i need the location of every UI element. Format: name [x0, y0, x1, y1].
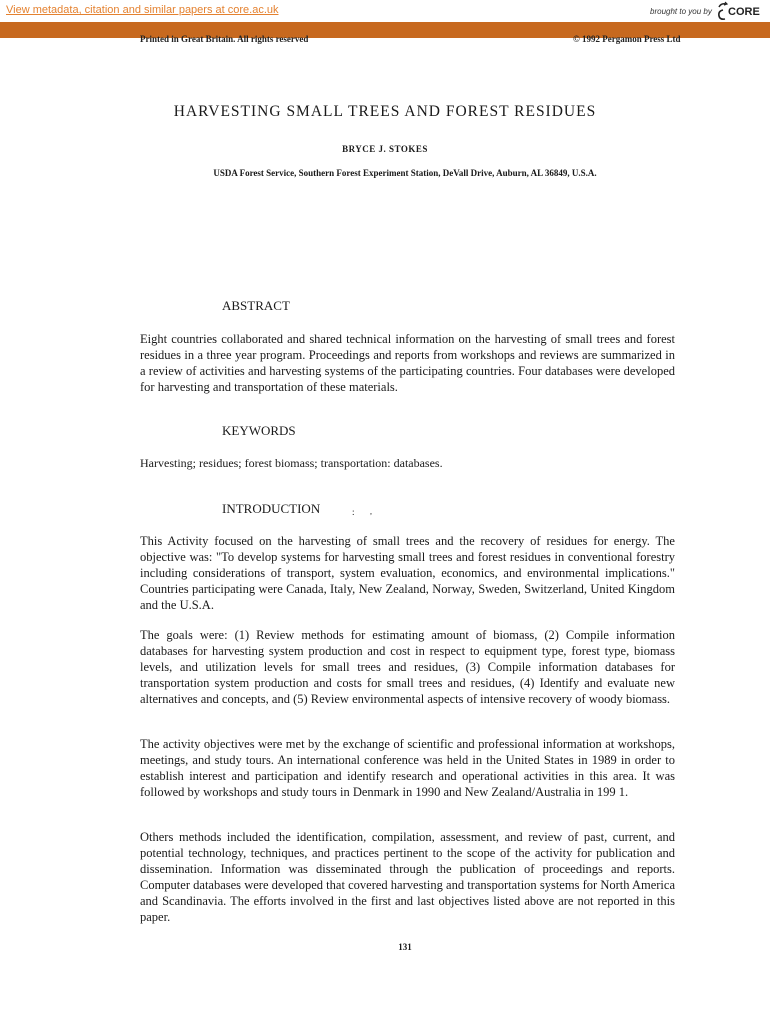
- core-banner: [0, 0, 770, 22]
- abstract-text: Eight countries collaborated and shared technical information on the harvesting of small trees and forest residues in a three year program. Proceedings and reports from workshops and reviews are summarized in a review of activities and harvesting systems of the participating countries. Four databases were developed for harvesting and transportation of these materials.: [140, 332, 675, 394]
- page-number: 131: [398, 942, 412, 952]
- paper-title: HARVESTING SMALL TREES AND FOREST RESIDUES: [173, 103, 597, 120]
- stray-mark: ,: [370, 507, 372, 516]
- core-metadata-link[interactable]: View metadata, citation and similar papers at core.ac.uk: [6, 4, 279, 16]
- intro-paragraph: The activity objectives were met by the exchange of scientific and professional information at workshops, meetings, and study tours. An international conference was held in the United States in 1989 in order to establish interest and participation and identify research and operational activities in this area. It was followed by workshops and study tours in Denmark in 1990 and New Zealand/Australia in 199 1.: [140, 737, 675, 799]
- introduction-heading: INTRODUCTION: [222, 501, 321, 516]
- intro-paragraph: Others methods included the identification, compilation, assessment, and review of past, current, and potential technology, techniques, and practices pertinent to the scope of the activity for publication and dissemination. Information was disseminated through the publication of proceedings and reports. Computer databases were developed that covered harvesting and transportation systems for North America and Scandinavia. The efforts involved in the first and last objectives listed above are not reported in this paper.: [140, 830, 675, 924]
- intro-paragraph: The goals were: (1) Review methods for estimating amount of biomass, (2) Compile information databases for harvesting system production and cost in respect to equipment type, forest type, biomass levels, and utilization levels for small trees and residues, (3) Compile information databases for transportation system production and costs for small trees and residues, (4) Identify and evaluate new alternatives and concepts, and (5) Review environmental aspects of intensive recovery of woody biomass.: [140, 628, 675, 706]
- provided-by-link[interactable]: provided by CiteSeerX: [667, 48, 748, 57]
- abstract-heading: ABSTRACT: [222, 298, 290, 313]
- author-affiliation: USDA Forest Service, Southern Forest Experiment Station, DeVall Drive, Auburn, AL 36849, U.S.A.: [213, 168, 597, 178]
- brought-to-you-text: brought to you by: [650, 7, 712, 16]
- journal-copyright-line: © 1992 Pergamon Press Ltd: [573, 34, 681, 44]
- stray-mark: :: [352, 507, 355, 517]
- paper-author: BRYCE J. STOKES: [342, 144, 428, 154]
- keywords-text: Harvesting; residues; forest biomass; transportation: databases.: [140, 456, 443, 470]
- core-logo-label: CORE: [728, 6, 760, 18]
- core-logo[interactable]: [716, 1, 766, 21]
- intro-paragraph: This Activity focused on the harvesting of small trees and the recovery of residues for energy. The objective was: "To develop systems for harvesting small trees and forest residues in conventional forestry including considerations of transport, system evaluation, economics, and environmental implications." Countries participating were Canada, Italy, New Zealand, Norway, Sweden, Switzerland, United Kingdom and the U.S.A.: [140, 534, 675, 612]
- keywords-heading: KEYWORDS: [222, 423, 296, 438]
- journal-printed-line: Printed in Great Britain. All rights reserved: [140, 34, 309, 44]
